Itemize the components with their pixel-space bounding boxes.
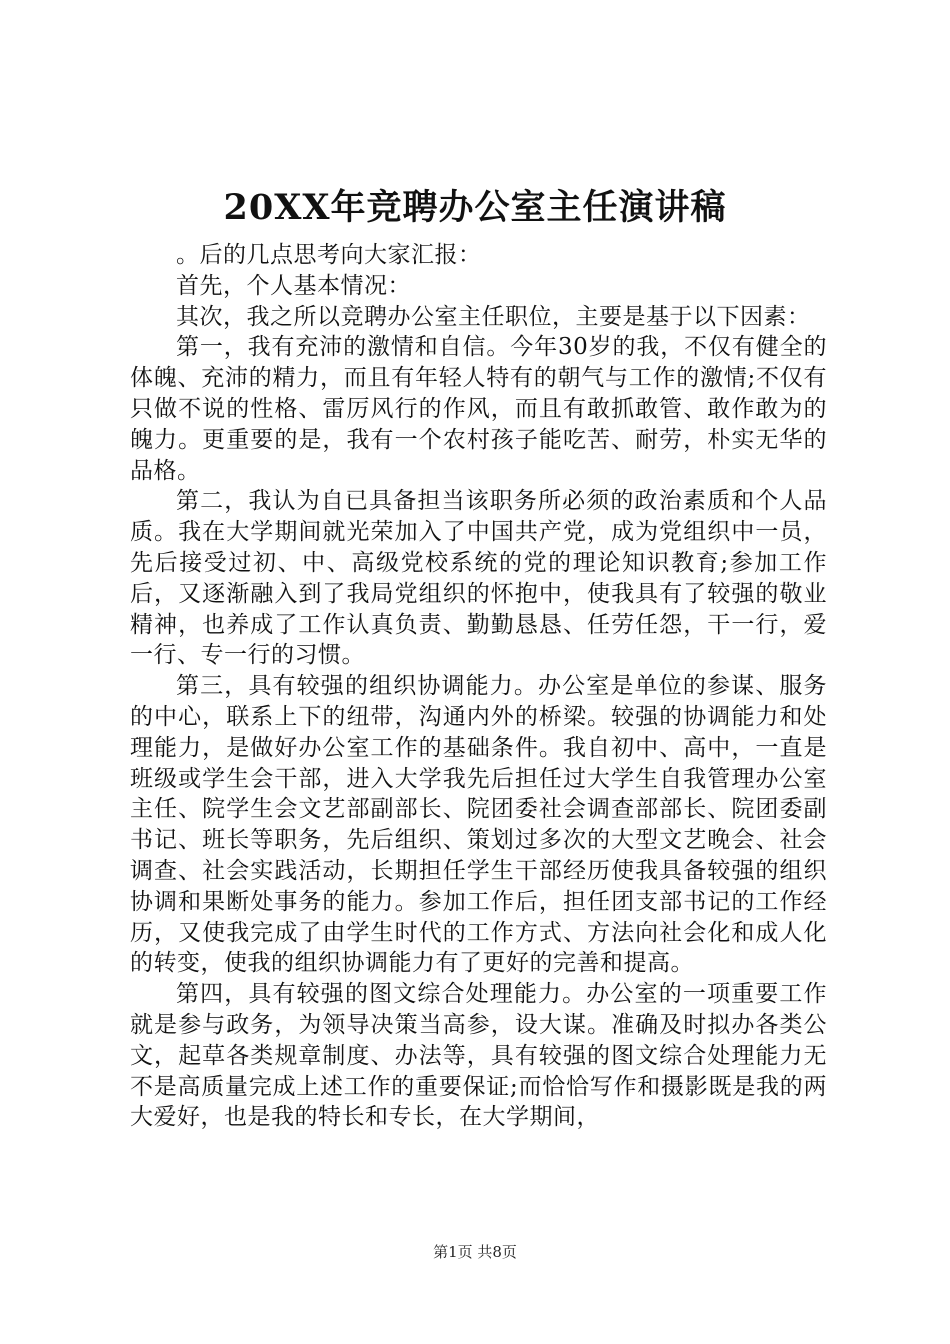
paragraph-third: 第三，具有较强的组织协调能力。办公室是单位的参谋、服务的中心，联系上下的纽带，沟通内外的桥梁。较强的协调能力和处理能力，是做好办公室工作的基础条件。我自初中、高中，一直是班级或学生会干部，进入大学我先后担任过大学生自我管理办公室主任、院学生会文艺部副部长、院团委社会调查部部长、院团委副书记、班长等职务，先后组织、策划过多次的大型文艺晚会、社会调查、社会实践活动，长期担任学生干部经历使我具备较强的组织协调和果断处事务的能力。参加工作后，担任团支部书记的工作经历，又使我完成了由学生时代的工作方式、方法向社会化和成人化的转变，使我的组织协调能力有了更好的完善和提高。	[130, 673, 827, 977]
page-number-footer: 第1页 共8页	[433, 1243, 517, 1261]
paragraph-intro: 。后的几点思考向大家汇报：	[176, 242, 482, 268]
paragraph-first: 第一，我有充沛的激情和自信。今年30岁的我，不仅有健全的体魄、充沛的精力，而且有年轻人特有的朝气与工作的激情;不仅有只做不说的性格、雷厉风行的作风，而且有敢抓敢管、敢作敢为的魄力。更重要的是，我有一个农村孩子能吃苦、耐劳，朴实无华的品格。	[130, 334, 827, 484]
paragraph-reasons: 其次，我之所以竞聘办公室主任职位，主要是基于以下因素：	[176, 303, 811, 330]
document-title: 20XX年竞聘办公室主任演讲稿	[223, 187, 727, 228]
document-body	[130, 240, 827, 1133]
paragraph-basic-info: 首先，个人基本情况：	[176, 272, 411, 299]
paragraph-fourth: 第四，具有较强的图文综合处理能力。办公室的一项重要工作就是参与政务，为领导决策当高参，设大谋。准确及时拟办各类公文，起草各类规章制度、办法等，具有较强的图文综合处理能力无不是高质量完成上述工作的重要保证;而恰恰写作和摄影既是我的两大爱好，也是我的特长和专长，在大学期间，	[130, 981, 827, 1131]
paragraph-second: 第二，我认为自已具备担当该职务所必须的政治素质和个人品质。我在大学期间就光荣加入了中国共产党，成为党组织中一员，先后接受过初、中、高级党校系统的党的理论知识教育;参加工作后，又逐渐融入到了我局党组织的怀抱中，使我具有了较强的敬业精神，也养成了工作认真负责、勤勤恳恳、任劳任怨，干一行，爱一行、专一行的习惯。	[130, 488, 827, 669]
